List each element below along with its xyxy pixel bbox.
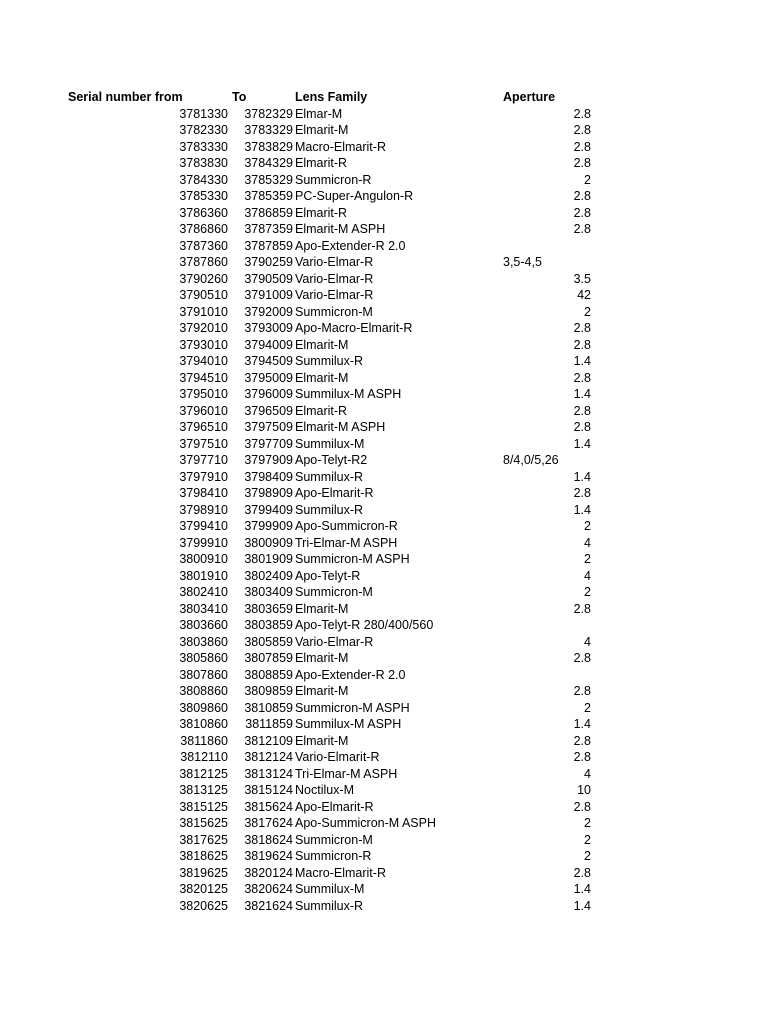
header-serial-from: Serial number from: [68, 90, 183, 104]
serial-to-cell: 3809859: [244, 684, 293, 698]
aperture-cell: 2.8: [573, 205, 591, 220]
table-row: [0, 634, 768, 651]
serial-from-cell: 3785330: [179, 189, 228, 203]
aperture-cell: 42: [577, 288, 591, 302]
serial-to-cell: 3794509: [244, 354, 293, 368]
lens-family-cell: Apo-Telyt-R 280/400/560: [295, 618, 434, 632]
serial-from-cell: 3810860: [179, 717, 228, 731]
serial-to-cell: 3802409: [244, 568, 293, 583]
aperture-cell: 1.4: [573, 469, 591, 484]
lens-family-cell: Macro-Elmarit-R: [295, 865, 386, 880]
serial-from-cell: 3797910: [179, 469, 228, 484]
aperture-cell: 2: [584, 552, 591, 566]
serial-to-cell: 3819624: [244, 849, 293, 863]
serial-to-cell: 3797909: [244, 453, 293, 467]
table-row: [0, 667, 768, 684]
lens-family-cell: Summilux-M ASPH: [295, 717, 402, 731]
table-row: [0, 386, 768, 403]
serial-from-cell: 3798910: [179, 502, 228, 517]
table-row: [0, 766, 768, 783]
serial-from-cell: 3783330: [179, 139, 228, 154]
serial-to-cell: 3784329: [244, 156, 293, 170]
serial-from-cell: 3784330: [179, 172, 228, 187]
serial-to-cell: 3797709: [244, 436, 293, 451]
serial-from-cell: 3790510: [179, 288, 228, 302]
header-to: To: [232, 90, 247, 104]
aperture-cell: 8/4,0/5,26: [503, 453, 559, 467]
serial-from-cell: 3809860: [179, 700, 228, 715]
serial-from-cell: 3787360: [179, 238, 228, 253]
table-row: [0, 716, 768, 733]
lens-family-cell: Apo-Macro-Elmarit-R: [295, 321, 413, 335]
lens-family-cell: Apo-Telyt-R: [295, 568, 361, 583]
table-row: [0, 337, 768, 354]
serial-to-cell: 3798409: [244, 469, 293, 484]
serial-from-cell: 3787860: [179, 255, 228, 269]
serial-to-cell: 3799409: [244, 502, 293, 517]
serial-from-cell: 3802410: [179, 585, 228, 599]
serial-from-cell: 3808860: [179, 684, 228, 698]
lens-family-cell: Vario-Elmar-R: [295, 634, 374, 649]
serial-from-cell: 3805860: [179, 651, 228, 665]
lens-family-cell: Apo-Elmarit-R: [295, 486, 374, 500]
lens-family-cell: Macro-Elmarit-R: [295, 139, 386, 154]
lens-family-cell: PC-Super-Angulon-R: [295, 189, 414, 203]
header-aperture: Aperture: [503, 90, 556, 104]
serial-to-cell: 3801909: [244, 552, 293, 566]
serial-from-cell: 3790260: [179, 271, 228, 286]
header-lens-family: Lens Family: [295, 90, 368, 104]
table-row: [0, 601, 768, 618]
table-row: [0, 106, 768, 123]
table-row: [0, 865, 768, 882]
table-row: [0, 584, 768, 601]
serial-from-cell: 3786860: [179, 222, 228, 236]
serial-to-cell: 3803409: [244, 585, 293, 599]
serial-to-cell: 3811859: [245, 717, 293, 731]
aperture-cell: 2: [584, 519, 591, 533]
table-row: [0, 469, 768, 486]
lens-family-cell: Elmarit-M: [295, 337, 349, 352]
serial-to-cell: 3805859: [244, 634, 293, 649]
aperture-cell: 10: [577, 783, 591, 797]
aperture-cell: 4: [584, 766, 591, 781]
serial-to-cell: 3803659: [244, 601, 293, 616]
aperture-cell: 2.8: [573, 139, 591, 154]
lens-family-cell: Summicron-R: [295, 849, 372, 863]
serial-to-cell: 3812109: [244, 733, 293, 748]
lens-family-cell: Summilux-M: [295, 436, 365, 451]
aperture-cell: 3.5: [573, 271, 591, 286]
lens-family-cell: Summicron-R: [295, 172, 372, 187]
aperture-cell: 2.8: [573, 222, 591, 236]
lens-family-cell: Elmarit-M ASPH: [295, 420, 386, 434]
serial-to-cell: 3810859: [244, 700, 293, 715]
lens-family-cell: Summilux-R: [295, 898, 364, 913]
lens-family-cell: Elmarit-M: [295, 651, 349, 665]
table-row: [0, 518, 768, 535]
lens-family-cell: Apo-Summicron-R: [295, 519, 398, 533]
lens-family-cell: Elmarit-M: [295, 684, 349, 698]
aperture-cell: 2.8: [573, 337, 591, 352]
aperture-cell: 2: [584, 304, 591, 319]
aperture-cell: 2.8: [573, 106, 591, 121]
aperture-cell: 2.8: [573, 750, 591, 764]
serial-to-cell: 3787859: [244, 238, 293, 253]
serial-to-cell: 3807859: [244, 651, 293, 665]
serial-to-cell: 3821624: [244, 898, 293, 913]
aperture-cell: 2: [584, 585, 591, 599]
table-row: [0, 155, 768, 172]
serial-from-cell: 3813125: [179, 783, 228, 797]
aperture-cell: 2.8: [573, 420, 591, 434]
serial-from-cell: 3795010: [179, 387, 228, 401]
aperture-cell: 4: [584, 634, 591, 649]
lens-family-cell: Summilux-R: [295, 502, 364, 517]
aperture-cell: 1.4: [573, 717, 591, 731]
aperture-cell: 2.8: [573, 486, 591, 500]
serial-to-cell: 3796009: [244, 387, 293, 401]
table-row: [0, 799, 768, 816]
header-row: [0, 89, 768, 106]
serial-to-cell: 3818624: [244, 832, 293, 847]
lens-family-cell: Summilux-M ASPH: [295, 387, 402, 401]
serial-to-cell: 3783829: [244, 139, 293, 154]
serial-from-cell: 3800910: [179, 552, 228, 566]
table-row: [0, 304, 768, 321]
table-row: [0, 287, 768, 304]
serial-to-cell: 3790509: [244, 271, 293, 286]
aperture-cell: 2: [584, 816, 591, 830]
lens-family-cell: Tri-Elmar-M ASPH: [295, 766, 398, 781]
aperture-cell: 4: [584, 535, 591, 550]
aperture-cell: 2.8: [573, 156, 591, 170]
serial-to-cell: 3791009: [244, 288, 293, 302]
serial-to-cell: 3815624: [244, 799, 293, 814]
lens-family-cell: Tri-Elmar-M ASPH: [295, 535, 398, 550]
serial-to-cell: 3798909: [244, 486, 293, 500]
serial-from-cell: 3794510: [179, 370, 228, 385]
table-row: [0, 733, 768, 750]
serial-from-cell: 3801910: [179, 568, 228, 583]
lens-family-cell: Elmar-M: [295, 106, 343, 121]
serial-from-cell: 3818625: [179, 849, 228, 863]
table-row: [0, 403, 768, 420]
lens-family-cell: Vario-Elmarit-R: [295, 750, 380, 764]
serial-to-cell: 3808859: [244, 667, 293, 682]
table-row: [0, 551, 768, 568]
lens-family-cell: Noctilux-M: [295, 783, 355, 797]
lens-family-cell: Elmarit-R: [295, 205, 348, 220]
table-row: [0, 139, 768, 156]
aperture-cell: 2.8: [573, 651, 591, 665]
serial-to-cell: 3792009: [244, 304, 293, 319]
table-row: [0, 370, 768, 387]
table-row: [0, 650, 768, 667]
serial-from-cell: 3782330: [179, 123, 228, 137]
aperture-cell: 2: [584, 700, 591, 715]
serial-from-cell: 3812110: [180, 750, 228, 764]
table-row: [0, 782, 768, 799]
lens-family-cell: Summilux-M: [295, 882, 365, 896]
lens-family-cell: Summicron-M ASPH: [295, 700, 410, 715]
aperture-cell: 1.4: [573, 898, 591, 913]
lens-family-cell: Elmarit-R: [295, 403, 348, 418]
serial-from-cell: 3811860: [180, 733, 228, 748]
lens-family-cell: Elmarit-R: [295, 156, 348, 170]
serial-to-cell: 3786859: [244, 205, 293, 220]
table-row: [0, 568, 768, 585]
lens-family-cell: Summicron-M: [295, 304, 373, 319]
lens-family-cell: Summicron-M: [295, 585, 373, 599]
aperture-cell: 1.4: [573, 387, 591, 401]
table-row: [0, 617, 768, 634]
serial-from-cell: 3781330: [179, 106, 228, 121]
table-row: [0, 485, 768, 502]
lens-family-cell: Elmarit-M: [295, 601, 349, 616]
table-row: [0, 535, 768, 552]
serial-to-cell: 3782329: [244, 106, 293, 121]
aperture-cell: 1.4: [573, 502, 591, 517]
aperture-cell: 1.4: [573, 882, 591, 896]
serial-to-cell: 3815124: [244, 783, 293, 797]
lens-family-cell: Apo-Telyt-R2: [295, 453, 368, 467]
serial-from-cell: 3799910: [179, 535, 228, 550]
table-row: [0, 419, 768, 436]
table-row: [0, 832, 768, 849]
lens-family-cell: Vario-Elmar-R: [295, 271, 374, 286]
table-body: [0, 106, 768, 915]
lens-family-cell: Summicron-M ASPH: [295, 552, 410, 566]
serial-from-cell: 3803660: [179, 618, 228, 632]
lens-family-cell: Elmarit-M: [295, 733, 349, 748]
aperture-cell: 2.8: [573, 601, 591, 616]
serial-to-cell: 3796509: [244, 403, 293, 418]
serial-to-cell: 3799909: [244, 519, 293, 533]
table-row: [0, 353, 768, 370]
serial-from-cell: 3820625: [179, 898, 228, 913]
table-row: [0, 898, 768, 915]
serial-to-cell: 3785359: [244, 189, 293, 203]
aperture-cell: 2.8: [573, 865, 591, 880]
aperture-cell: 3,5-4,5: [503, 255, 542, 269]
serial-to-cell: 3787359: [244, 222, 293, 236]
aperture-cell: 2: [584, 849, 591, 863]
aperture-cell: 2.8: [573, 684, 591, 698]
table-row: [0, 320, 768, 337]
serial-to-cell: 3785329: [244, 172, 293, 187]
table-row: [0, 848, 768, 865]
serial-from-cell: 3794010: [179, 354, 228, 368]
lens-serial-table: [0, 89, 768, 914]
lens-family-cell: Elmarit-M ASPH: [295, 222, 386, 236]
serial-from-cell: 3798410: [179, 486, 228, 500]
table-row: [0, 205, 768, 222]
aperture-cell: 2.8: [573, 321, 591, 335]
serial-from-cell: 3817625: [179, 832, 228, 847]
serial-to-cell: 3800909: [244, 535, 293, 550]
table-row: [0, 271, 768, 288]
table-row: [0, 188, 768, 205]
table-row: [0, 749, 768, 766]
lens-family-cell: Vario-Elmar-R: [295, 288, 374, 302]
serial-from-cell: 3803410: [179, 601, 228, 616]
serial-to-cell: 3790259: [244, 255, 293, 269]
lens-family-cell: Apo-Elmarit-R: [295, 799, 374, 814]
table-row: [0, 122, 768, 139]
table-row: [0, 221, 768, 238]
serial-to-cell: 3803859: [244, 618, 293, 632]
serial-from-cell: 3792010: [179, 321, 228, 335]
serial-from-cell: 3807860: [179, 667, 228, 682]
aperture-cell: 2: [584, 832, 591, 847]
table-row: [0, 452, 768, 469]
serial-from-cell: 3783830: [179, 156, 228, 170]
table-row: [0, 502, 768, 519]
aperture-cell: 1.4: [573, 436, 591, 451]
serial-from-cell: 3796010: [179, 403, 228, 418]
serial-to-cell: 3783329: [244, 123, 293, 137]
serial-to-cell: 3820624: [244, 882, 293, 896]
aperture-cell: 2.8: [573, 799, 591, 814]
aperture-cell: 2.8: [573, 733, 591, 748]
serial-from-cell: 3812125: [179, 766, 228, 781]
table-row: [0, 238, 768, 255]
serial-from-cell: 3796510: [179, 420, 228, 434]
aperture-cell: 2.8: [573, 123, 591, 137]
lens-family-cell: Summicron-M: [295, 832, 373, 847]
serial-from-cell: 3793010: [179, 337, 228, 352]
serial-to-cell: 3817624: [244, 816, 293, 830]
aperture-cell: 1.4: [573, 354, 591, 368]
serial-from-cell: 3797710: [179, 453, 228, 467]
table-row: [0, 436, 768, 453]
lens-family-cell: Elmarit-M: [295, 123, 349, 137]
serial-from-cell: 3803860: [179, 634, 228, 649]
serial-from-cell: 3820125: [179, 882, 228, 896]
lens-family-cell: Apo-Extender-R 2.0: [295, 667, 406, 682]
table-row: [0, 815, 768, 832]
serial-to-cell: 3795009: [244, 370, 293, 385]
aperture-cell: 2.8: [573, 403, 591, 418]
lens-family-cell: Summilux-R: [295, 469, 364, 484]
table-row: [0, 254, 768, 271]
serial-from-cell: 3791010: [179, 304, 228, 319]
table-row: [0, 700, 768, 717]
serial-to-cell: 3794009: [244, 337, 293, 352]
serial-from-cell: 3815625: [179, 816, 228, 830]
serial-to-cell: 3820124: [244, 865, 293, 880]
table-row: [0, 172, 768, 189]
serial-to-cell: 3793009: [244, 321, 293, 335]
serial-from-cell: 3815125: [179, 799, 228, 814]
lens-family-cell: Apo-Summicron-M ASPH: [295, 816, 437, 830]
serial-to-cell: 3812124: [244, 750, 293, 764]
table-row: [0, 881, 768, 898]
serial-to-cell: 3797509: [244, 420, 293, 434]
lens-family-cell: Apo-Extender-R 2.0: [295, 238, 406, 253]
lens-family-cell: Vario-Elmar-R: [295, 255, 374, 269]
serial-to-cell: 3813124: [244, 766, 293, 781]
aperture-cell: 2.8: [573, 189, 591, 203]
aperture-cell: 2.8: [573, 370, 591, 385]
serial-from-cell: 3799410: [179, 519, 228, 533]
serial-from-cell: 3819625: [179, 865, 228, 880]
lens-family-cell: Summilux-R: [295, 354, 364, 368]
lens-family-cell: Elmarit-M: [295, 370, 349, 385]
aperture-cell: 2: [584, 172, 591, 187]
serial-from-cell: 3786360: [179, 205, 228, 220]
table-row: [0, 683, 768, 700]
aperture-cell: 4: [584, 568, 591, 583]
serial-from-cell: 3797510: [179, 436, 228, 451]
